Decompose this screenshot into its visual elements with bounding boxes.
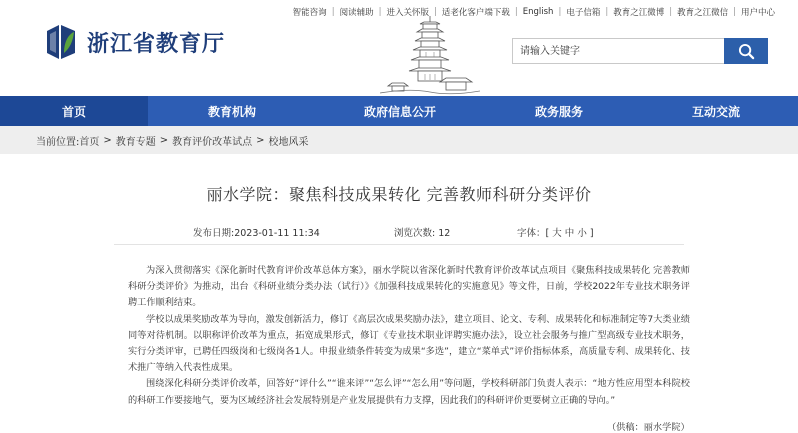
top-link-wechat[interactable]: 教育之江微信 xyxy=(677,8,729,18)
top-link-weibo[interactable]: 教育之江微博 xyxy=(613,8,665,18)
font-size-control xyxy=(517,225,594,239)
font-size-label: 字体：[ xyxy=(517,228,550,239)
search-input[interactable] xyxy=(512,38,724,64)
education-logo-icon xyxy=(43,23,79,61)
article-paragraph: 学校以成果奖励改革为导向，激发创新活力，修订《高层次成果奖励办法》，建立项目、论文、专利、成果转化和标准制定等7大类业绩同等对待机制。以职称评价改革为重点，拓宽成果形式，修订《专业技术职业评聘实施办法》，设立社会服务与推广型高级专业技术职务，实行分类评审，已聘任四级岗和七级岗各1人。申报业绩条件转变为成果“多选”，建立“菜单式”评价指标体系，高质量专利、成果转化、技术推广等纳入代表性成果。 xyxy=(128,313,690,374)
nav-education-institutions[interactable]: 教育机构 xyxy=(207,104,256,119)
top-link-email[interactable]: 电子信箱 xyxy=(566,8,601,18)
view-count: 浏览次数: 12 xyxy=(394,228,451,239)
breadcrumb-home[interactable]: 首页 xyxy=(79,136,100,148)
breadcrumb-school-local[interactable]: 校地风采 xyxy=(268,136,309,148)
main-nav xyxy=(0,96,798,126)
article-body xyxy=(128,263,690,409)
publish-date: 发布日期:2023-01-11 11:34 xyxy=(193,228,320,239)
breadcrumb-separator: > xyxy=(159,134,169,146)
breadcrumb-education-topics[interactable]: 教育专题 xyxy=(115,136,156,148)
nav-home[interactable]: 首页 xyxy=(0,96,148,126)
search-button[interactable] xyxy=(724,38,768,64)
pagoda-illustration xyxy=(380,14,480,96)
search-bar xyxy=(512,38,768,64)
article-title: 丽水学院：聚焦科技成果转化 完善教师科研分类评价 xyxy=(206,185,592,204)
top-link-care-mode[interactable]: 进入关怀版 xyxy=(386,8,429,18)
breadcrumb-separator: > xyxy=(103,134,112,146)
nav-government-services[interactable]: 政务服务 xyxy=(534,104,583,119)
nav-government-info[interactable]: 政府信息公开 xyxy=(363,104,436,119)
nav-interaction[interactable]: 互动交流 xyxy=(691,104,740,119)
search-icon xyxy=(738,43,755,60)
top-link-reading-aid[interactable]: 阅读辅助 xyxy=(339,8,374,18)
breadcrumb-prefix: 当前位置: xyxy=(36,136,80,148)
top-utility-links: 智能咨询 | 阅读辅助 | 进入关怀版 | 适老化客户端下载 | English | 电子信箱 | 教育之江微博 | 教育之江微信 | 用户中心 xyxy=(288,6,780,18)
breadcrumb-evaluation-pilot[interactable]: 教育评价改革试点 xyxy=(172,136,253,148)
article-source: （供稿：丽水学院） xyxy=(607,422,690,433)
site-logo[interactable] xyxy=(43,23,225,61)
article-paragraph: 为深入贯彻落实《深化新时代教育评价改革总体方案》，丽水学院以省深化新时代教育评价改革试点项目《聚焦科技成果转化 完善教师科研分类评价》为推动，出台《科研业绩分类办法（试行）》《加强科技成果转化的实施意见》等文件，日前，学校2022年专业技术职务评聘工作顺利结束。 xyxy=(128,265,690,309)
top-link-english[interactable]: English xyxy=(522,7,554,17)
font-size-medium[interactable]: 中 xyxy=(564,228,575,239)
font-size-small[interactable]: 小 xyxy=(577,228,587,239)
breadcrumb xyxy=(0,126,798,154)
article-paragraph: 围绕深化科研分类评价改革，回答好“评什么”“谁来评”“怎么评”“怎么用”等问题，学校科研部门负责人表示：“地方性应用型本科院校的科研工作要接地气，要为区域经济社会发展特别是产业发展提供有力支撑，因此我们的科研评价更要树立正确的导向。” xyxy=(128,378,690,406)
font-size-close: ] xyxy=(589,228,594,239)
site-name: 浙江省教育厅 xyxy=(87,30,226,57)
breadcrumb-separator: > xyxy=(256,134,265,146)
top-link-user-center[interactable]: 用户中心 xyxy=(740,8,775,18)
font-size-large[interactable]: 大 xyxy=(552,228,562,239)
top-link-elderly-app[interactable]: 适老化客户端下载 xyxy=(441,8,510,18)
meta-divider xyxy=(114,244,684,245)
top-link-smart-consult[interactable]: 智能咨询 xyxy=(292,8,327,18)
article-meta xyxy=(0,225,798,239)
